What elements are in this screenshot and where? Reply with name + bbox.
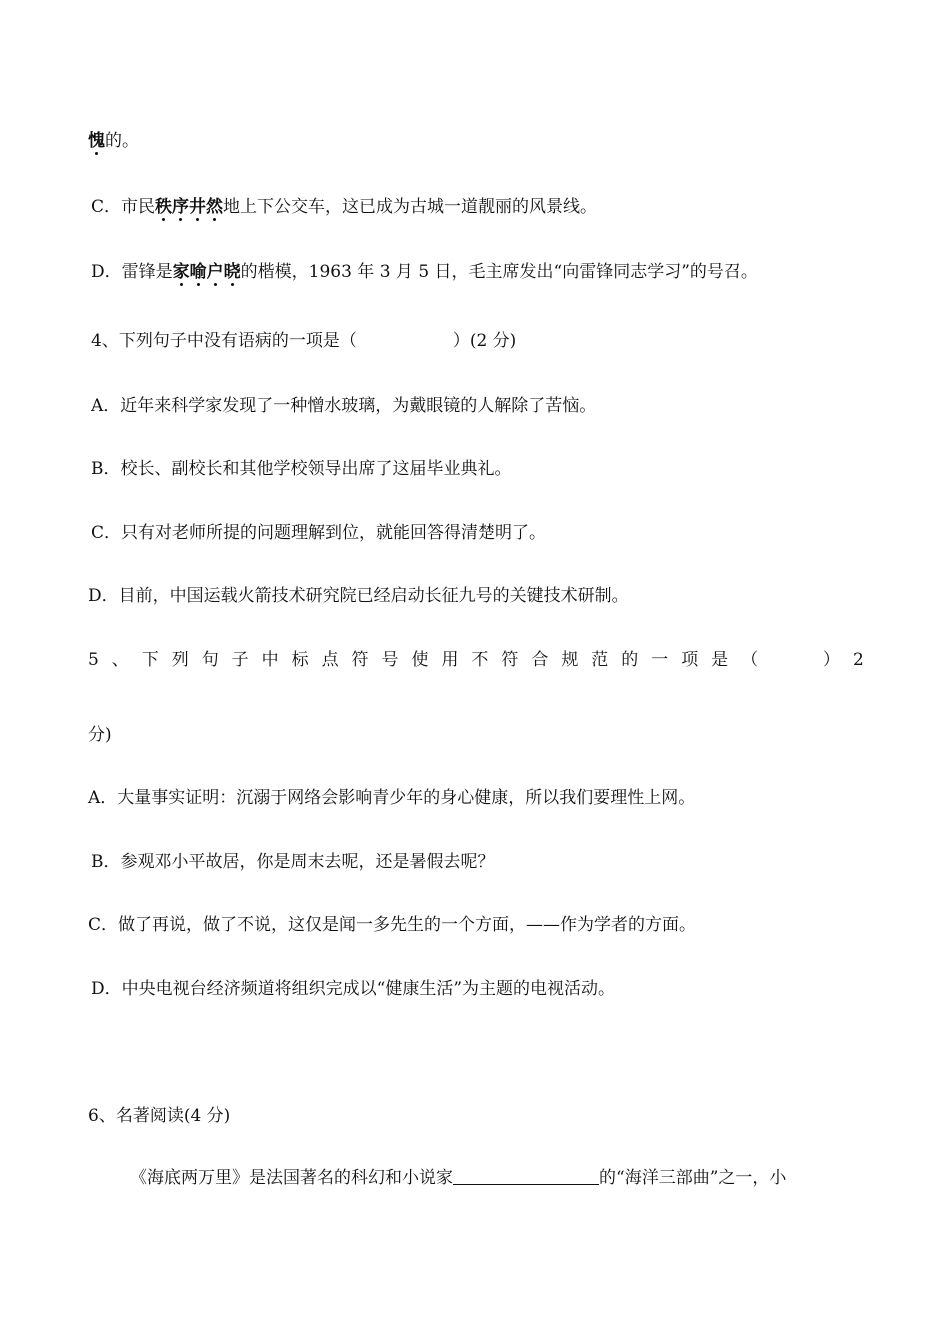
- q6-title: 6、名著阅读(4 分): [88, 1106, 231, 1126]
- fill-in-blank[interactable]: [453, 1166, 599, 1185]
- emphasized-word: 秩序井然: [155, 197, 223, 217]
- q5-option-c: C．做了再说，做了不说，这仅是闻一多先生的一个方面，——作为学者的方面。: [88, 915, 697, 935]
- emphasized-word: 愧: [88, 131, 105, 151]
- emphasized-word: 家喻户晓: [173, 262, 241, 282]
- q4-option-c: C．只有对老师所提的问题理解到位，就能回答得清楚明了。: [91, 523, 547, 543]
- q4-option-b: B．校长、副校长和其他学校领导出席了这届毕业典礼。: [91, 459, 512, 479]
- q3-option-d: D．雷锋是家喻户晓 的楷模，1963 年 3 月 5 日，毛主席发出“向雷锋同志学习”的号召。: [91, 260, 758, 284]
- q4-option-a: A．近年来科学家发现了一种憎水玻璃，为戴眼镜的人解除了苦恼。: [91, 396, 597, 416]
- q5-option-b: B．参观邓小平故居，你是周末去呢，还是暑假去呢？: [91, 852, 495, 872]
- continued-text-line: [88, 129, 139, 153]
- q3-option-c: C．市民秩序井然 地上下公交车，这已成为古城一道靓丽的风景线。: [91, 195, 597, 219]
- q4-stem: 4、下列句子中没有语病的一项是（ ）(2 分): [91, 331, 517, 351]
- text: 的。: [105, 131, 139, 151]
- q5-option-d: D．中央电视台经济频道将组织完成以“健康生活”为主题的电视活动。: [91, 979, 616, 999]
- q4-option-d: D．目前，中国运载火箭技术研究院已经启动长征九号的关键技术研制。: [88, 586, 629, 606]
- q5-option-a: A．大量事实证明：沉溺于网络会影响青少年的身心健康，所以我们要理性上网。: [88, 788, 696, 808]
- q5-stem: 5 、 下 列 句 子 中 标 点 符 号 使 用 不 符 合 规 范 的 一 项 是 （ ） 2: [88, 650, 864, 670]
- q6-text: 《海底两万里》是法国著名的科幻和小说家 的“海洋三部曲”之一，小: [130, 1168, 787, 1188]
- q5-stem-continued: 分): [88, 725, 112, 745]
